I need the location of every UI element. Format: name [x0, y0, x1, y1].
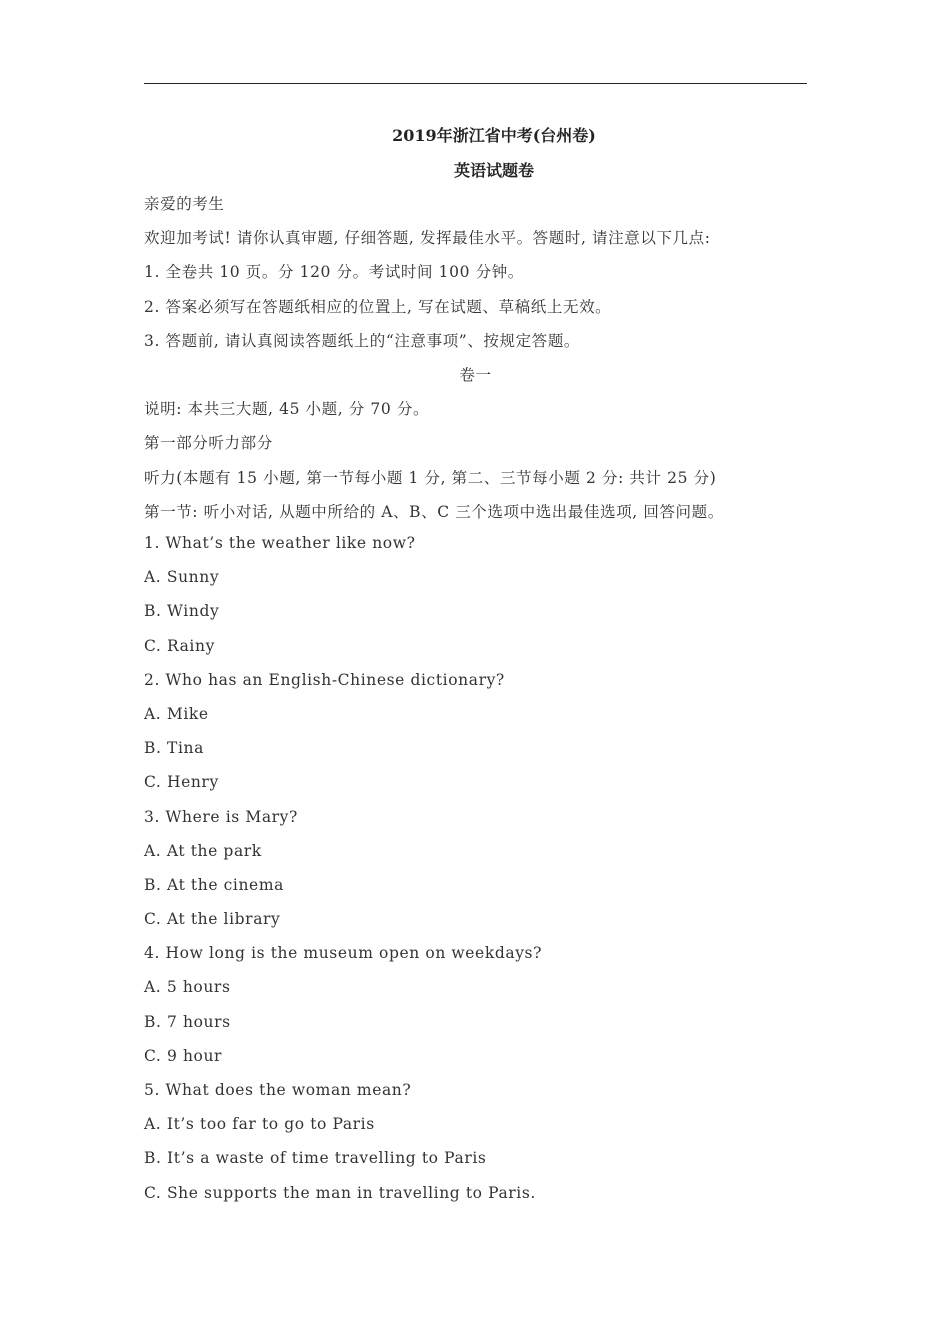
volume-note: 说明: 本共三大题, 45 小题, 分 70 分。	[144, 400, 430, 419]
answer-option: B. It’s a waste of time travelling to Paris	[144, 1149, 487, 1168]
answer-option: A. Sunny	[144, 568, 220, 587]
question-text: 5. What does the woman mean?	[144, 1081, 412, 1099]
part-title: 第一部分听力部分	[144, 434, 273, 453]
answer-option: A. At the park	[144, 841, 262, 860]
listening-info: 听力(本题有 15 小题, 第一节每小题 1 分, 第二、三节每小题 2 分: 共计 25 分)	[144, 468, 717, 487]
answer-option: B. At the cinema	[144, 875, 284, 894]
answer-option: B. 7 hours	[144, 1012, 231, 1031]
rule-2: 2. 答案必须写在答题纸相应的位置上, 写在试题、草稿纸上无效。	[144, 297, 612, 316]
answer-option: A. 5 hours	[144, 978, 231, 997]
question-text: 3. Where is Mary?	[144, 807, 298, 826]
exam-subtitle: 英语试题卷	[453, 161, 534, 180]
answer-option: A. Mike	[144, 704, 209, 723]
answer-option: C. At the library	[144, 910, 281, 929]
answer-option: B. Tina	[144, 739, 204, 758]
rule-1: 1. 全卷共 10 页。分 120 分。考试时间 100 分钟。	[144, 263, 524, 282]
exam-intro	[144, 194, 807, 536]
answer-option: C. She supports the man in travelling to Paris.	[144, 1183, 536, 1202]
answer-option: C. Henry	[144, 773, 219, 792]
question-list	[144, 533, 807, 1217]
question-text: 4. How long is the museum open on weekdays?	[144, 944, 543, 963]
answer-option: A. It’s too far to go to Paris	[144, 1115, 375, 1134]
section-instruction: 第一节: 听小对话, 从题中所给的 A、B、C 三个选项中选出最佳选项, 回答问题。	[144, 502, 724, 521]
exam-title: 2019年浙江省中考(台州卷)	[392, 126, 596, 145]
answer-option: C. 9 hour	[144, 1046, 223, 1065]
header-rule	[144, 83, 807, 84]
answer-option: B. Windy	[144, 602, 220, 621]
greeting: 亲爱的考生	[144, 195, 225, 213]
volume-label: 卷一	[459, 365, 492, 384]
question-text: 2. Who has an English-Chinese dictionary?	[144, 670, 505, 689]
question-text: 1. What’s the weather like now?	[144, 534, 416, 552]
answer-option: C. Rainy	[144, 636, 215, 655]
welcome-text: 欢迎加考试! 请你认真审题, 仔细答题, 发挥最佳水平。答题时, 请注意以下几点:	[144, 229, 711, 248]
rule-3: 3. 答题前, 请认真阅读答题纸上的“注意事项”、按规定答题。	[144, 331, 581, 350]
